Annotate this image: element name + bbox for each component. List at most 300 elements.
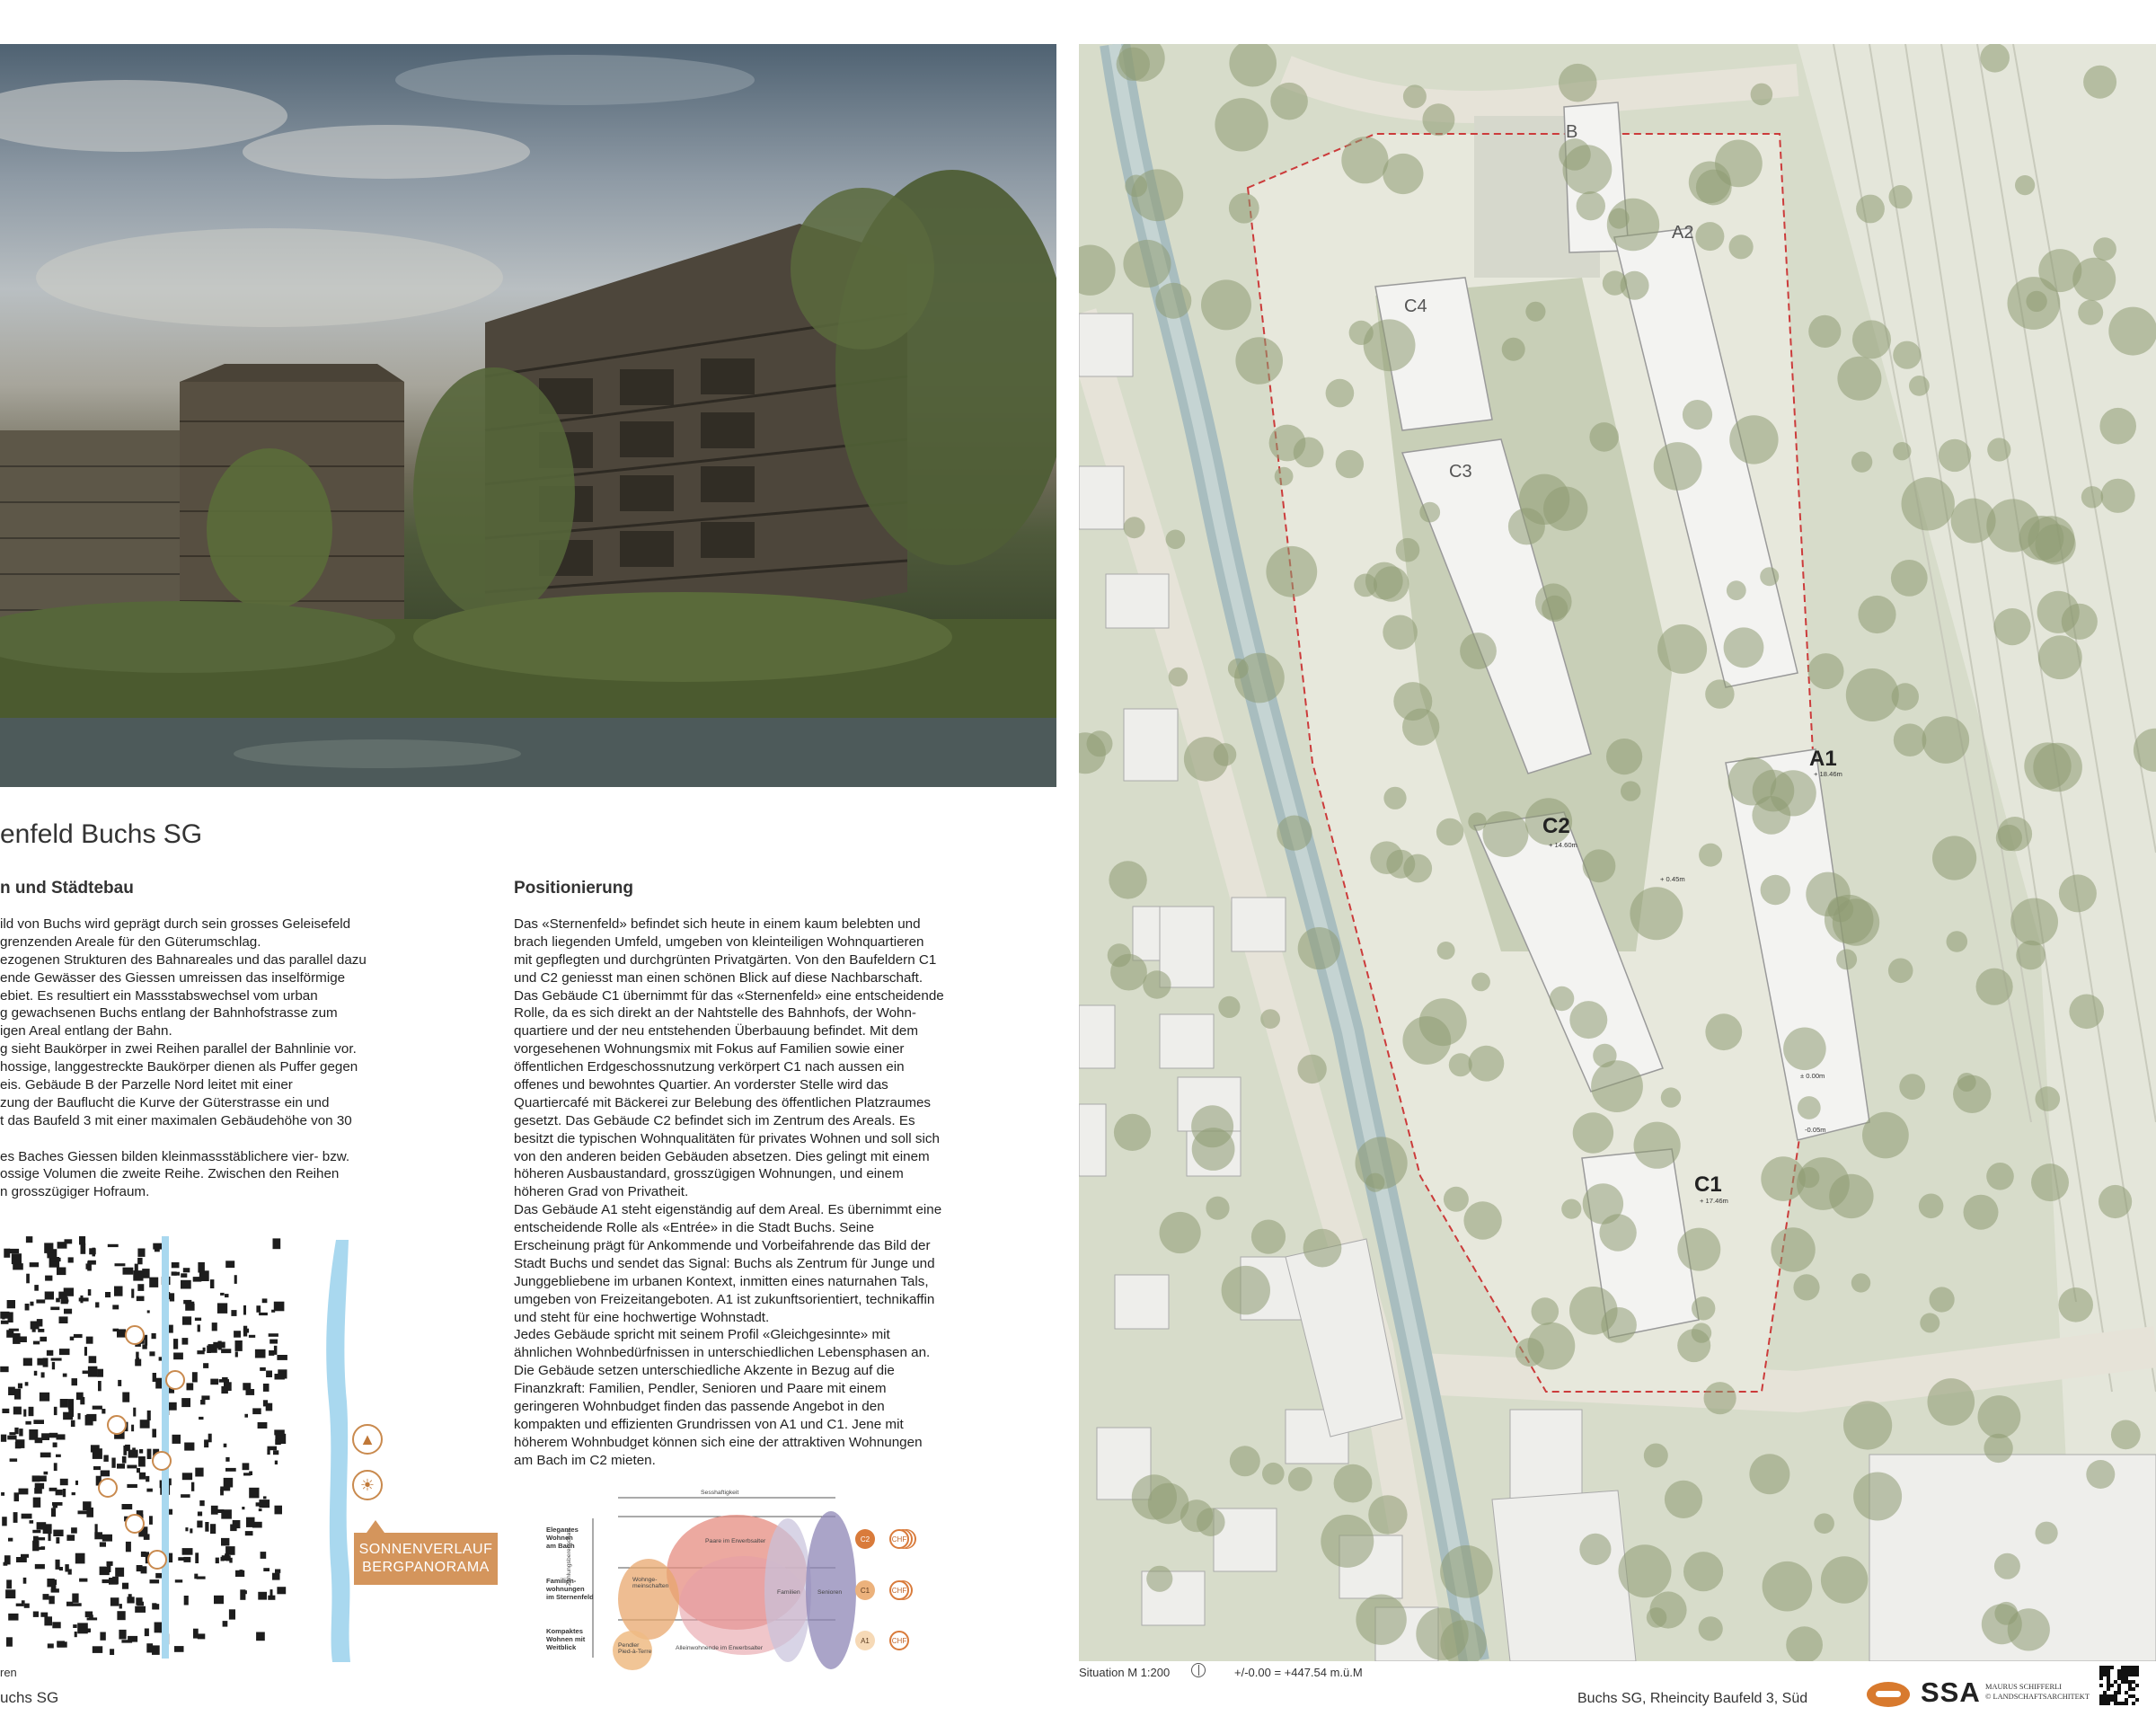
tree-canopy [1383,154,1423,194]
tree-canopy [1998,817,2032,851]
town-block [74,1334,83,1338]
town-block [261,1552,267,1559]
tree-canopy [1132,1474,1177,1519]
town-block [256,1305,261,1313]
town-block [16,1557,27,1562]
town-block [216,1558,219,1564]
town-block [147,1449,152,1459]
qr-module [2110,1684,2114,1687]
town-block [149,1278,158,1287]
town-block [126,1542,131,1552]
town-block [172,1271,177,1275]
tree-canopy [1793,1274,1819,1300]
qr-module [2099,1666,2103,1669]
town-block [213,1342,222,1349]
tree-canopy [1984,1434,2012,1463]
text-line: am Bach im C2 mieten. [514,1452,656,1468]
town-block [240,1570,243,1572]
town-block [246,1517,255,1527]
qr-module [2121,1676,2125,1680]
qr-module [2114,1702,2117,1705]
qr-module [2110,1694,2114,1698]
town-block [73,1624,77,1628]
town-block [224,1478,234,1488]
town-block [210,1524,216,1534]
town-block [33,1341,40,1345]
town-block [1,1492,4,1496]
town-block [195,1318,201,1321]
town-block [8,1538,13,1542]
tree-canopy [1561,1199,1581,1219]
tree-canopy [1606,739,1642,774]
row-label-c1: Familien- wohnungen im Sternenfeld [546,1577,594,1601]
town-block [185,1527,188,1531]
callout-line-1: SONNENVERLAUF [358,1542,493,1557]
qr-module [2117,1684,2121,1687]
group-label: Familien [777,1589,800,1596]
text-line: ende Gewässer des Giessen umreissen das inselförmige [0,969,346,986]
town-block [100,1632,105,1641]
town-block [184,1443,194,1451]
town-block [221,1349,231,1353]
tree-canopy [1365,562,1403,600]
town-stream [162,1236,169,1659]
axis-label-sesshaftigkeit: Sesshaftigkeit [701,1490,739,1496]
qr-module [2099,1676,2103,1680]
tree-canopy [1665,1481,1702,1518]
text-line: Die Gebäude setzen unterschiedliche Akzente in Bezug auf die [514,1363,895,1379]
bottom-left-label: uchs SG [0,1689,59,1706]
town-block [30,1262,39,1267]
town-block [235,1351,238,1357]
town-block [54,1463,57,1471]
town-block [245,1531,253,1535]
row-label-a1: Kompaktes Wohnen mit Weitblick [546,1627,586,1651]
town-block [122,1583,128,1589]
town-block [210,1279,215,1288]
town-block [170,1293,174,1301]
town-block [94,1532,102,1539]
town-block [30,1520,34,1524]
town-block [51,1588,59,1592]
tree-canopy [1124,517,1145,538]
town-block [95,1302,99,1307]
town-block [200,1400,205,1404]
town-block [2,1517,7,1526]
town-block [122,1456,127,1464]
town-block [234,1275,237,1284]
town-block [242,1507,244,1509]
tree-canopy [2099,1185,2132,1218]
location-label: Buchs SG, Rheincity Baufeld 3, Süd [1577,1691,1808,1706]
town-block [195,1552,199,1563]
tree-canopy [1468,812,1486,830]
town-block [41,1433,49,1440]
tree-canopy [1460,632,1497,669]
town-block [86,1414,96,1421]
town-block [57,1641,67,1647]
town-block [54,1407,57,1415]
group-label: Wohnge- meinschaften [632,1577,669,1589]
town-block [86,1508,93,1517]
town-block [88,1289,92,1296]
tree-canopy [1851,1273,1870,1292]
town-block [231,1310,236,1316]
text-line: höheren Grad von Privatheit. [514,1184,689,1200]
tree-canopy [1235,337,1283,385]
town-block [32,1475,40,1482]
tree-canopy [1402,709,1439,746]
row-label-c2: Elegantes Wohnen am Bach [546,1526,579,1550]
tree-canopy [1705,1013,1742,1050]
town-block [263,1384,270,1392]
town-block [153,1243,162,1250]
badge-c1: C1 [855,1580,875,1600]
town-block [98,1381,102,1391]
town-block [30,1302,33,1306]
town-block [110,1597,119,1606]
town-block [114,1287,123,1296]
scale-label: Situation M 1:200 [1079,1666,1171,1679]
qr-module [2103,1666,2107,1669]
tree-canopy [1621,271,1649,300]
tree-canopy [1846,668,1899,721]
tree-canopy [1749,1454,1789,1494]
town-block [269,1333,278,1337]
tree-canopy [1419,502,1440,523]
town-block [155,1623,163,1633]
town-block [259,1508,262,1511]
town-block [103,1455,108,1462]
town-poi-marker [99,1479,117,1497]
chf-badge-c2: CHF [889,1529,909,1549]
tree-canopy [1909,376,1930,396]
spot-level: ± 0.00m [1800,1072,1825,1080]
town-block [172,1435,181,1444]
town-block [25,1304,30,1311]
text-line: höherem Wohnbudget können sich eine der attraktiven Wohnungen [514,1434,923,1450]
qr-module [2099,1684,2103,1687]
town-poi-marker [108,1416,126,1434]
tree-canopy [1579,1534,1611,1565]
town-block [144,1534,150,1540]
qr-module [2125,1680,2128,1684]
tree-canopy [2015,175,2035,195]
tree-canopy [1110,954,1147,991]
qr-module [2099,1698,2103,1702]
town-block [183,1557,190,1562]
tree-canopy [1858,596,1895,633]
tree-canopy [1143,970,1171,998]
qr-module [2135,1673,2139,1676]
town-block [117,1611,125,1620]
town-block [24,1604,30,1608]
tree-canopy [1649,1591,1686,1628]
town-block [56,1455,61,1457]
tree-canopy [1705,679,1734,708]
architectural-rendering [0,44,1056,787]
town-poi-marker [153,1452,171,1470]
qr-module [2128,1694,2132,1698]
qr-module [2117,1691,2121,1694]
tree-canopy [2010,898,2058,946]
sun-mountain-callout [354,1533,498,1585]
text-line: ild von Buchs wird geprägt durch sein grosses Geleisefeld [0,916,351,932]
qr-module [2125,1676,2128,1680]
text-line: entscheidende Rolle als «Entrée» in die Stadt Buchs. Seine [514,1220,875,1236]
tree-canopy [1902,477,1955,530]
qr-module [2099,1694,2103,1698]
tree-canopy [1365,1173,1384,1192]
town-block [34,1371,38,1376]
tree-canopy [2069,995,2104,1030]
town-block [266,1371,272,1378]
town-block [26,1274,30,1284]
town-block [137,1565,143,1571]
town-block [229,1609,235,1619]
town-block [131,1425,134,1432]
town-block [23,1578,27,1584]
town-block [263,1496,267,1499]
tree-canopy [1683,1552,1723,1591]
group-label: Senioren [817,1589,843,1596]
tree-canopy [1939,439,1971,472]
tree-canopy [1502,338,1525,361]
town-block [93,1406,102,1410]
town-block [13,1512,18,1523]
town-block [182,1316,191,1324]
town-block [40,1453,51,1458]
town-block [217,1303,227,1314]
town-block [168,1402,177,1411]
town-block [63,1489,66,1497]
town-block [83,1371,90,1375]
qr-module [2132,1666,2135,1669]
tree-canopy [1266,546,1317,597]
tree-canopy [1270,83,1308,120]
qr-module [2121,1669,2125,1673]
town-block [107,1561,113,1566]
tree-canopy [2086,1460,2115,1489]
tree-canopy [1437,942,1455,960]
town-block [35,1438,43,1443]
axis-label-zahlungsbereitschaft: Zahlungsbereitschaft [566,1528,572,1586]
town-block [78,1413,81,1420]
town-block [131,1289,134,1298]
tree-canopy [2078,300,2103,325]
qr-module [2110,1698,2114,1702]
tree-canopy [1403,84,1427,108]
town-block [60,1399,68,1408]
tree-canopy [1677,1228,1720,1271]
town-block [47,1350,53,1356]
town-block [274,1429,285,1435]
town-block [97,1369,103,1377]
town-block [149,1351,155,1356]
tree-canopy [1862,1112,1909,1159]
town-block [205,1522,208,1532]
tree-canopy [1619,1544,1672,1597]
town-block [185,1304,194,1311]
town-block [152,1429,156,1438]
tree-canopy [1601,1307,1637,1343]
town-block [234,1331,241,1338]
town-block [35,1483,44,1490]
qr-module [2132,1680,2135,1684]
town-block [47,1579,54,1587]
town-block [44,1472,49,1475]
firm-line-2: © LANDSCHAFTSARCHITEKT [1985,1693,2090,1701]
town-block [14,1389,21,1400]
tree-canopy [1109,861,1146,898]
town-block [127,1484,137,1488]
tree-canopy [2083,66,2116,99]
town-block [198,1262,205,1273]
text-line: und steht für eine hochwertige Wohnstadt. [514,1309,770,1325]
tree-canopy [2059,874,2097,912]
tree-canopy [1798,1167,1819,1188]
qr-module [2128,1684,2132,1687]
town-block [5,1589,15,1598]
text-line: gesetzt. Das Gebäude C2 befindet sich im Zentrum des Areals. Es [514,1112,915,1128]
town-block [54,1579,57,1585]
tree-canopy [1160,1212,1201,1253]
tree-canopy [1771,1227,1815,1271]
text-line: eis. Gebäude B der Parzelle Nord leitet mit einer [0,1077,293,1093]
tree-canopy [1808,315,1841,348]
town-block [201,1395,209,1400]
tree-canopy [1696,170,1732,206]
town-block [230,1525,236,1532]
tree-canopy [1277,816,1312,851]
town-block [1,1321,9,1324]
town-block [199,1500,204,1506]
tree-canopy [1899,1074,1925,1100]
text-line: Finanzkraft: Familien, Pendler, Senioren und Paare mit einem [514,1381,887,1397]
text-line: offenes und bewohntes Quartier. An vorderster Stelle wird das [514,1077,888,1093]
tree-canopy [1326,379,1355,408]
town-block [147,1411,151,1420]
qr-module [2103,1694,2107,1698]
town-block [133,1408,136,1417]
town-block [219,1379,229,1383]
town-block [198,1512,202,1517]
town-block [64,1309,72,1314]
town-block [22,1600,25,1604]
qr-module [2125,1698,2128,1702]
chf-badge-c1: CHF [889,1580,909,1600]
town-block [263,1568,270,1571]
town-block [207,1346,211,1353]
tree-canopy [1114,1114,1151,1151]
town-block [50,1307,59,1311]
town-block [25,1421,31,1425]
town-block [278,1369,287,1378]
tree-canopy [1978,1395,2021,1438]
qr-module [2128,1673,2132,1676]
text-line: höheren Ausbaustandard, grosszügigen Wohnungen, und einem [514,1166,904,1182]
town-block [193,1629,199,1639]
town-block [56,1560,60,1570]
town-block [269,1350,274,1356]
text-line [0,1130,367,1148]
tree-canopy [1928,1378,1975,1426]
tree-canopy [1761,875,1790,905]
town-block [141,1552,146,1557]
firm-short-name: SSA [1921,1676,1981,1708]
town-block [52,1622,60,1628]
town-block [128,1594,132,1601]
town-block [220,1487,230,1491]
town-block [211,1506,218,1515]
tree-canopy [1336,450,1364,478]
tree-canopy [1894,723,1927,756]
town-block [13,1263,23,1269]
firm-line-1: MAURUS SCHIFFERLI [1985,1683,2062,1691]
town-block [115,1568,124,1577]
tree-canopy [2081,486,2103,508]
town-block [123,1268,134,1275]
section-text-staedtebau [0,916,367,1201]
town-block [146,1489,153,1492]
tree-canopy [2026,291,2046,312]
qr-module [2103,1698,2107,1702]
building-label-c1: C1 [1694,1172,1722,1197]
town-block [243,1329,249,1333]
text-line: Das Gebäude A1 steht eigenständig auf dem Areal. Es übernimmt eine [514,1202,942,1218]
town-block [137,1468,140,1473]
town-block [181,1280,191,1289]
tree-canopy [1471,973,1490,992]
tree-canopy [1727,580,1746,600]
callout-line-2: BERGPANORAMA [362,1560,490,1575]
text-line: ebiet. Es resultiert ein Massstabswechsel vom urban [0,987,318,1004]
town-block [4,1249,10,1258]
town-block [81,1243,86,1254]
qr-module [2135,1669,2139,1673]
town-block [142,1344,146,1349]
town-block [32,1530,40,1534]
town-block [60,1479,68,1485]
town-block [268,1446,278,1451]
town-block [204,1439,208,1447]
town-block [187,1383,194,1390]
tree-canopy [1229,193,1259,224]
town-block [64,1287,74,1296]
building-label-a1: A1 [1809,747,1837,771]
town-block [40,1337,47,1341]
qr-module [2107,1666,2110,1669]
town-block [6,1579,12,1588]
town-block [59,1349,70,1355]
town-block [84,1347,87,1356]
town-block [63,1374,67,1377]
qr-module [2107,1694,2110,1698]
text-line: ossige Volumen die zweite Reihe. Zwischen den Reihen [0,1166,340,1182]
text-line: Erscheinung prägt für Ankommende und Vorbeifahrende das Bild der [514,1238,931,1254]
text-line: t das Baufeld 3 mit einer maximalen Gebäudehöhe von 30 [0,1112,352,1128]
tree-canopy [1699,1616,1723,1641]
tree-canopy [1422,103,1454,136]
qr-module [2121,1673,2125,1676]
tree-canopy [1125,175,1147,198]
tree-canopy [1683,400,1712,429]
town-block [174,1646,184,1652]
tree-canopy [1695,222,1724,251]
tree-canopy [1573,1112,1613,1153]
town-block [259,1313,268,1315]
town-block [182,1473,192,1480]
